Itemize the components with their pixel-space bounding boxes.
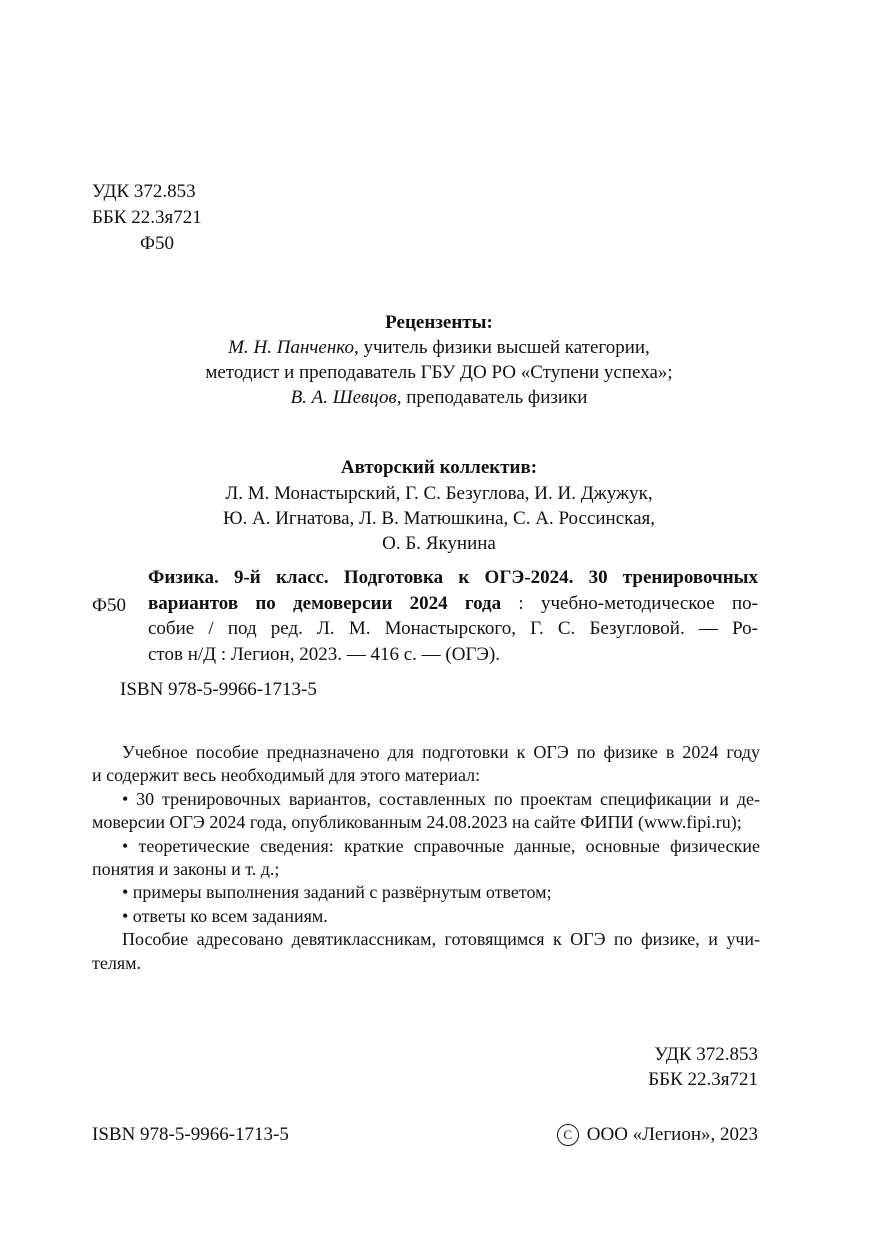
book-type: : учебно-методическое по- <box>501 592 758 614</box>
copyright <box>480 1123 758 1147</box>
copyright-holder: ООО «Легион», 2023 <box>586 1124 758 1145</box>
bullet-3: • примеры выполнения заданий с развёрнутым ответом; <box>122 882 552 903</box>
udk-code-bottom: УДК 372.853 <box>654 1044 758 1065</box>
reviewer-1-name: М. Н. Панченко <box>228 337 354 358</box>
isbn-catalog: ISBN 978-5-9966-1713-5 <box>120 679 317 700</box>
authors-line-2: Ю. А. Игнатова, Л. В. Матюшкина, С. А. Россинская, <box>222 508 656 529</box>
udk-code-top: УДК 372.853 <box>92 181 196 202</box>
catalog-description <box>148 566 758 668</box>
reviewer-2-role: , преподаватель физики <box>396 387 588 408</box>
reviewer-2 <box>0 386 878 410</box>
annotation-p1-line-2: и содержит весь необходимый для этого материал: <box>92 765 481 786</box>
bbk-code-bottom: ББК 22.3я721 <box>648 1069 758 1090</box>
reviewers-heading: Рецензенты: <box>385 312 493 333</box>
isbn-footer: ISBN 978-5-9966-1713-5 <box>92 1124 289 1145</box>
reviewer-1-line-1 <box>0 336 878 360</box>
copyright-icon: C <box>557 1124 579 1146</box>
book-title-line-1: Физика. 9-й класс. Подготовка к ОГЭ-2024. 30 тренировочных <box>148 567 758 588</box>
reviewer-1-role: , учитель физики высшей категории, <box>353 337 650 358</box>
bullet-2-line-1: • теоретические сведения: краткие справочные данные, основные физические <box>122 835 760 856</box>
annotation-p2-line-1: Пособие адресовано девятиклассникам, готовящимся к ОГЭ по физике, и учи- <box>122 929 760 950</box>
bullet-2-line-2: понятия и законы и т. д.; <box>92 859 280 880</box>
catalog-line-4: стов н/Д : Легион, 2023. — 416 с. — (ОГЭ). <box>148 643 501 665</box>
reviewer-1-line-2: методист и преподаватель ГБУ ДО РО «Ступени успеха»; <box>205 362 673 383</box>
bullet-4: • ответы ко всем заданиям. <box>122 905 328 926</box>
annotation <box>92 741 760 975</box>
author-mark-catalog: Ф50 <box>92 595 127 616</box>
book-title-line-2 <box>148 592 758 618</box>
annotation-p1-line-1: Учебное пособие предназначено для подготовки к ОГЭ по физике в 2024 году <box>122 742 760 762</box>
bbk-code-top: ББК 22.3я721 <box>92 207 202 228</box>
book-title-subtitle: вариантов по демоверсии 2024 года <box>148 592 502 614</box>
bullet-1-line-1: • 30 тренировочных вариантов, составленных по проектам спецификации и де- <box>122 788 760 809</box>
authors-line-1: Л. М. Монастырский, Г. С. Безуглова, И. И. Джужук, <box>225 483 653 504</box>
authors-line-3: О. Б. Якунина <box>382 533 496 554</box>
author-mark-top: Ф50 <box>140 233 175 254</box>
annotation-p2-line-2: телям. <box>92 952 142 973</box>
authors-heading: Авторский коллектив: <box>340 457 538 478</box>
catalog-line-3: собие / под ред. Л. М. Монастырского, Г. С. Безугловой. — Ро- <box>148 618 758 639</box>
bullet-1-line-2: моверсии ОГЭ 2024 года, опубликованным 24.08.2023 на сайте ФИПИ (www.fipi.ru); <box>92 812 742 833</box>
reviewer-2-name: В. А. Шевцов <box>290 387 397 408</box>
